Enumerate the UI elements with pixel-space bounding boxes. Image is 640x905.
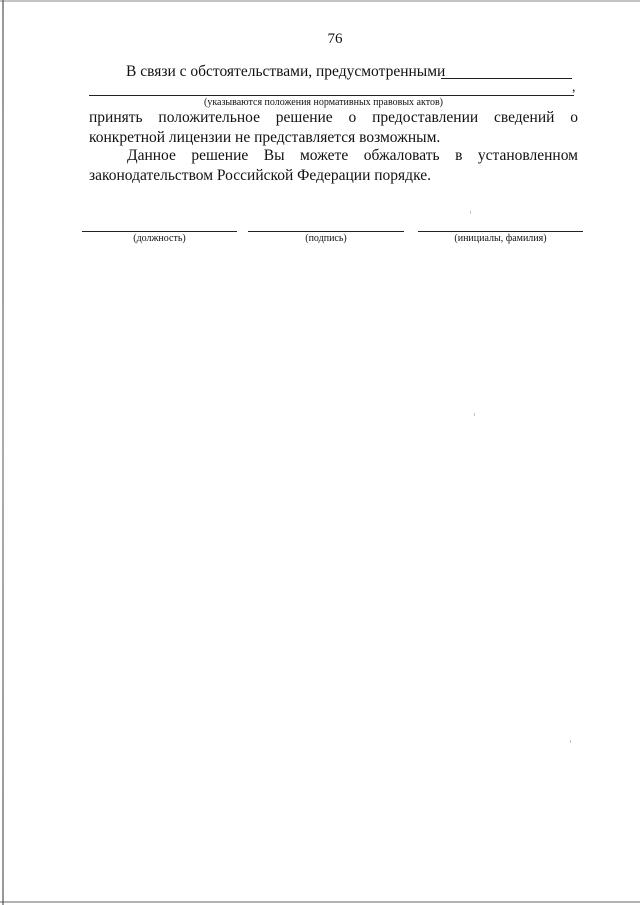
scan-speck xyxy=(470,211,471,214)
paragraph-appeal: Данное решение Вы можете обжаловать в установленном законодательством Российской Федерации порядке. xyxy=(89,147,578,184)
intro-text: В связи с обстоятельствами, предусмотренными xyxy=(126,63,446,80)
name-caption: (инициалы, фамилия) xyxy=(454,233,547,244)
paragraph-decision: принять положительное решение о предоставлении сведений о конкретной лицензии не представляется возможным. xyxy=(89,109,578,146)
scan-edge-left xyxy=(2,0,4,905)
signature-line xyxy=(248,231,404,232)
scan-speck xyxy=(474,413,475,416)
page-number: 76 xyxy=(327,31,343,47)
scan-speck xyxy=(570,740,571,743)
name-line xyxy=(418,231,583,232)
scan-edge-top xyxy=(0,0,640,2)
position-line xyxy=(82,231,237,232)
blank-line-full xyxy=(89,95,574,96)
blank-line-inline xyxy=(441,78,572,79)
position-caption: (должность) xyxy=(133,233,186,244)
legal-acts-caption: (указываются положения нормативных правовых актов) xyxy=(204,97,444,108)
trailing-comma: , xyxy=(572,80,576,95)
signature-caption: (подпись) xyxy=(305,233,347,244)
scan-edge-bottom xyxy=(0,901,640,903)
